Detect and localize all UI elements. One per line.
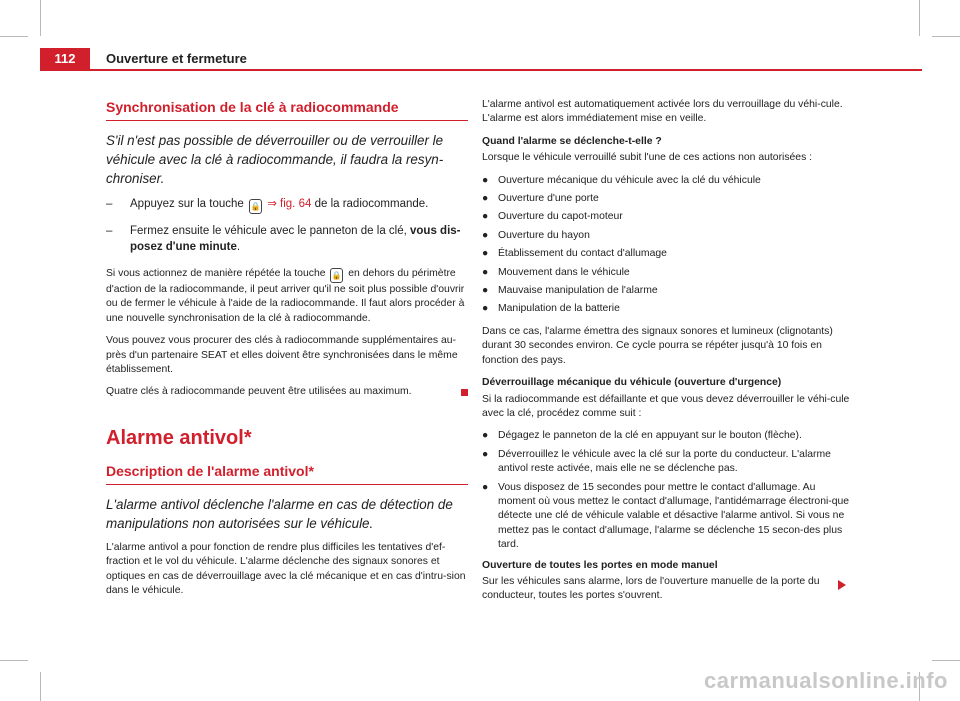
crop-mark xyxy=(0,36,28,37)
list-item: ● Déverrouillez le véhicule avec la clé sur la porte du conducteur. L'alarme antivol reste activée, mais elle ne se déclenche pas. xyxy=(482,448,831,475)
sync-lead: S'il n'est pas possible de déverrouiller ou de verrouiller le véhicule avec la clé à radiocommande, il faudra la resyn-chroniser. xyxy=(106,133,444,186)
list-item: ● Mauvaise manipulation de l'alarme xyxy=(482,285,658,297)
section-end-icon xyxy=(461,389,468,396)
watermark: carmanualsonline.info xyxy=(704,668,948,693)
list-item: ● Vous disposez de 15 secondes pour mettre le contact d'allumage. Au moment où vous mettez le contact d'allumage, l'antidémarrage électroni-que détecte une clé de véhicule valable et désactive l'alarme antivol. Si vous ne mettez pas le contact d'allumage, l'alarme se déclenche 15 secon-des plus tard. xyxy=(482,481,850,551)
page-number: 112 xyxy=(40,48,90,70)
sync-paragraph-2: Vous pouvez vous procurer des clés à radiocommande supplémentaires au-près d'un partenaire SEAT et elles doivent être synchronisées dans le même établissement. xyxy=(106,335,458,376)
activation-paragraph: L'alarme antivol est automatiquement activée lors du verrouillage du véhi-cule. L'alarme est alors immédiatement mise en veille. xyxy=(482,99,843,125)
trigger-heading: Quand l'alarme se déclenche-t-elle ? xyxy=(482,135,662,147)
list-item: ● Dégagez le panneton de la clé en appuyant sur le bouton (flèche). xyxy=(482,430,802,442)
lock-key-icon: 🔒 xyxy=(249,199,262,214)
crop-mark xyxy=(932,660,960,661)
step-1: – Appuyez sur la touche 🔒 ⇒ fig. 64 de la radiocommande. xyxy=(106,196,468,214)
desc-heading: Description de l'alarme antivol* xyxy=(106,462,468,485)
mech-heading: Déverrouillage mécanique du véhicule (ouverture d'urgence) xyxy=(482,377,782,389)
crop-mark xyxy=(919,0,920,36)
crop-mark xyxy=(40,0,41,36)
continue-arrow-icon xyxy=(838,580,846,590)
mech-list xyxy=(482,429,850,552)
list-item: ● Ouverture du capot-moteur xyxy=(482,211,623,223)
list-item: ● Ouverture d'une porte xyxy=(482,193,599,205)
lock-key-icon: 🔒 xyxy=(330,268,343,283)
crop-mark xyxy=(932,36,960,37)
signal-paragraph: Dans ce cas, l'alarme émettra des signaux sonores et lumineux (clignotants) durant 30 secondes environ. Ce cycle pourra se répéter jusqu'à 10 fois en fonction des pays. xyxy=(482,325,833,366)
desc-lead: L'alarme antivol déclenche l'alarme en cas de détection de manipulations non autorisées sur le véhicule. xyxy=(106,496,453,531)
list-item: ● Mouvement dans le véhicule xyxy=(482,266,630,278)
figure-reference[interactable]: ⇒ fig. 64 xyxy=(267,198,312,210)
list-item: ● Ouverture mécanique du véhicule avec la clé du véhicule xyxy=(482,174,761,186)
sync-paragraph-1: Si vous actionnez de manière répétée la touche 🔒 en dehors du périmètre d'action de la radiocommande, il peut arriver qu'il ne soit plus possible d'ouvrir ou de fermer le véhicule à l'aide de la radiocommande. Il faut alors procéder à une nouvelle synchronisation de la clé à radiocommande. xyxy=(106,268,465,324)
dash-marker: – xyxy=(106,198,113,210)
crop-mark xyxy=(0,660,28,661)
step-2: – Fermez ensuite le véhicule avec le panneton de la clé, vous dis-posez d'une minute. xyxy=(106,225,461,253)
desc-paragraph: L'alarme antivol a pour fonction de rendre plus difficiles les tentatives d'ef-fraction et le vol du véhicule. L'alarme déclenche des signaux sonores et optiques en cas de déverrouillage avec la clé mécanique et en cas d'intru-sion dans le véhicule. xyxy=(106,541,466,597)
sync-heading: Synchronisation de la clé à radiocommande xyxy=(106,98,468,121)
trigger-list xyxy=(482,174,850,317)
sync-paragraph-3: Quatre clés à radiocommande peuvent être utilisées au maximum. xyxy=(106,385,468,399)
crop-mark xyxy=(40,672,41,701)
list-item: ● Établissement du contact d'allumage xyxy=(482,248,667,260)
right-column xyxy=(482,98,850,612)
list-item: ● Ouverture du hayon xyxy=(482,229,590,241)
alarm-title: Alarme antivol* xyxy=(106,426,252,449)
manual-heading: Ouverture de toutes les portes en mode manuel xyxy=(482,559,718,571)
list-item: ● Manipulation de la batterie xyxy=(482,303,620,315)
header-rule xyxy=(40,69,922,71)
trigger-intro: Lorsque le véhicule verrouillé subit l'une de ces actions non autorisées : xyxy=(482,152,813,164)
mech-intro: Si la radiocommande est défaillante et que vous devez déverrouiller le véhi-cule avec la clé, procédez comme suit : xyxy=(482,393,850,419)
left-column xyxy=(106,98,468,606)
dash-marker: – xyxy=(106,225,113,237)
manual-paragraph: Sur les véhicules sans alarme, lors de l'ouverture manuelle de la porte du conducteur, toutes les portes s'ouvrent. xyxy=(482,575,820,602)
page-title: Ouverture et fermeture xyxy=(106,51,247,66)
